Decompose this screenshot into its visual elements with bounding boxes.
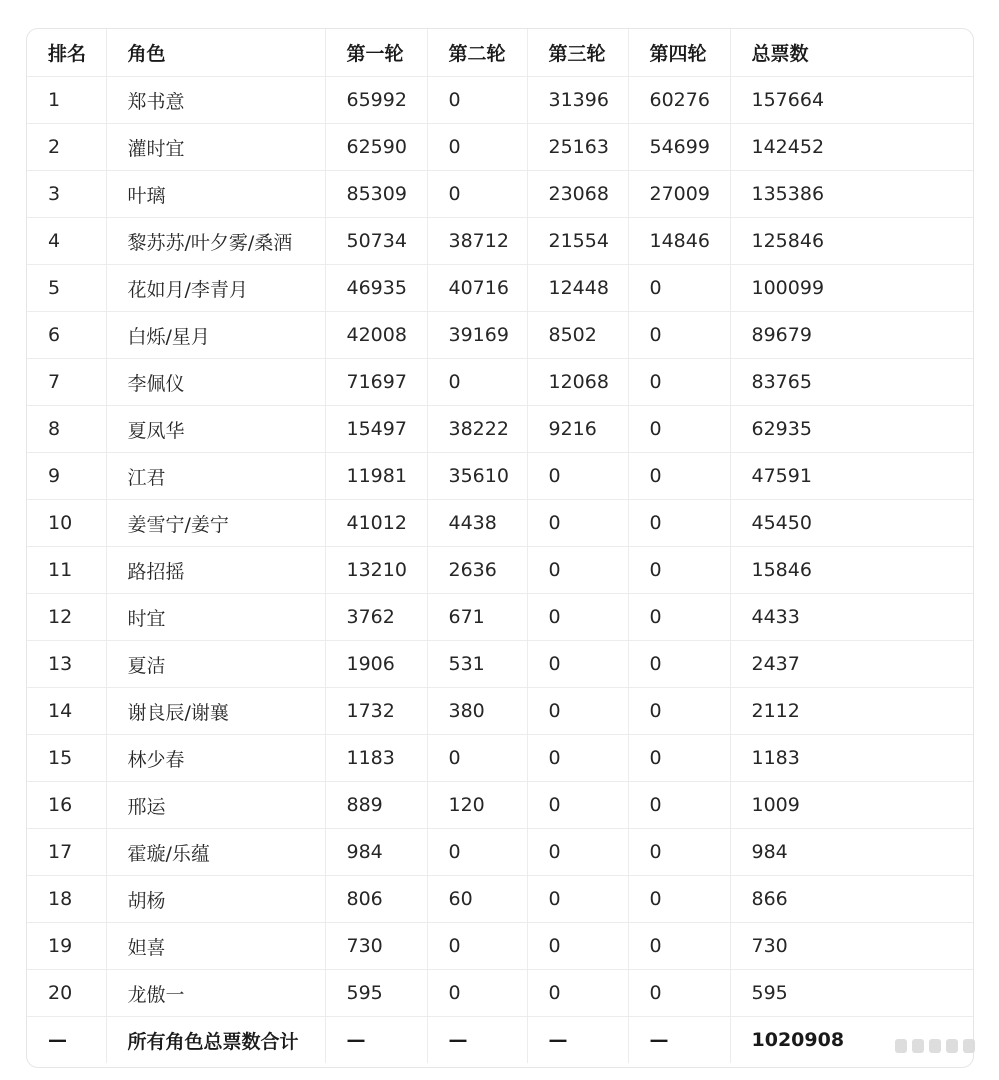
header-round-3: 第三轮 bbox=[527, 29, 628, 77]
role-cell: 李佩仪 bbox=[106, 359, 325, 406]
round-1-cell: 11981 bbox=[325, 453, 427, 500]
rank-cell: 3 bbox=[27, 171, 106, 218]
vote-table bbox=[27, 29, 973, 1063]
round-2-cell: 0 bbox=[427, 124, 527, 171]
total-cell: 595 bbox=[730, 970, 973, 1017]
round-4-cell: 0 bbox=[628, 312, 730, 359]
round-4-cell: 0 bbox=[628, 265, 730, 312]
total-cell: 2437 bbox=[730, 641, 973, 688]
round-2-cell: 2636 bbox=[427, 547, 527, 594]
round-1-cell: 1906 bbox=[325, 641, 427, 688]
table-row bbox=[27, 923, 973, 970]
round-3-cell: 0 bbox=[527, 500, 628, 547]
total-cell: 730 bbox=[730, 923, 973, 970]
table-row bbox=[27, 171, 973, 218]
round-3-cell: 0 bbox=[527, 876, 628, 923]
role-cell: 黎苏苏/叶夕雾/桑酒 bbox=[106, 218, 325, 265]
table-row bbox=[27, 265, 973, 312]
round-2-cell: 40716 bbox=[427, 265, 527, 312]
round-3-cell: 21554 bbox=[527, 218, 628, 265]
table-row bbox=[27, 688, 973, 735]
round-2-cell: 671 bbox=[427, 594, 527, 641]
rank-cell: 16 bbox=[27, 782, 106, 829]
round-4-cell: 0 bbox=[628, 923, 730, 970]
round-4-cell: 27009 bbox=[628, 171, 730, 218]
round-3-cell: 8502 bbox=[527, 312, 628, 359]
round-3-cell: 25163 bbox=[527, 124, 628, 171]
table-row bbox=[27, 547, 973, 594]
round-4-cell: 0 bbox=[628, 782, 730, 829]
rank-cell: 13 bbox=[27, 641, 106, 688]
round-4-cell: 14846 bbox=[628, 218, 730, 265]
round-4-cell: 0 bbox=[628, 453, 730, 500]
watermark bbox=[895, 1036, 991, 1056]
table-row bbox=[27, 359, 973, 406]
round-1-cell: 889 bbox=[325, 782, 427, 829]
table-row bbox=[27, 735, 973, 782]
round-2-cell: 0 bbox=[427, 970, 527, 1017]
round-3-cell: 23068 bbox=[527, 171, 628, 218]
table-row bbox=[27, 406, 973, 453]
rank-cell: 9 bbox=[27, 453, 106, 500]
role-cell: 白烁/星月 bbox=[106, 312, 325, 359]
rank-cell: 2 bbox=[27, 124, 106, 171]
table-row bbox=[27, 782, 973, 829]
role-cell: 花如月/李青月 bbox=[106, 265, 325, 312]
table-row bbox=[27, 218, 973, 265]
round-3-cell: 0 bbox=[527, 688, 628, 735]
role-cell: 灌时宜 bbox=[106, 124, 325, 171]
round-1-cell: 13210 bbox=[325, 547, 427, 594]
round-1-cell: 46935 bbox=[325, 265, 427, 312]
summary-row bbox=[27, 1017, 973, 1064]
total-cell: 142452 bbox=[730, 124, 973, 171]
rank-cell: 14 bbox=[27, 688, 106, 735]
summary-total: 1020908 bbox=[751, 1029, 845, 1051]
rank-cell: 15 bbox=[27, 735, 106, 782]
rank-cell: 5 bbox=[27, 265, 106, 312]
round-4-cell: 0 bbox=[628, 500, 730, 547]
role-cell: 龙傲一 bbox=[106, 970, 325, 1017]
round-4-cell: 0 bbox=[628, 829, 730, 876]
round-2-cell: 0 bbox=[427, 359, 527, 406]
round-1-cell: 984 bbox=[325, 829, 427, 876]
round-3-cell: 0 bbox=[527, 547, 628, 594]
rank-cell: 10 bbox=[27, 500, 106, 547]
vote-table-card bbox=[26, 28, 974, 1068]
round-1-cell: 65992 bbox=[325, 77, 427, 124]
role-cell: 邢运 bbox=[106, 782, 325, 829]
header-rank: 排名 bbox=[27, 29, 106, 77]
table-row bbox=[27, 500, 973, 547]
round-2-cell: 60 bbox=[427, 876, 527, 923]
round-4-cell: 0 bbox=[628, 594, 730, 641]
round-2-cell: 0 bbox=[427, 171, 527, 218]
role-cell: 胡杨 bbox=[106, 876, 325, 923]
round-4-cell: 0 bbox=[628, 688, 730, 735]
total-cell: 100099 bbox=[730, 265, 973, 312]
summary-round-1: — bbox=[325, 1017, 427, 1064]
total-cell: 1009 bbox=[730, 782, 973, 829]
round-2-cell: 0 bbox=[427, 735, 527, 782]
round-3-cell: 0 bbox=[527, 641, 628, 688]
round-4-cell: 0 bbox=[628, 735, 730, 782]
rank-cell: 8 bbox=[27, 406, 106, 453]
round-3-cell: 0 bbox=[527, 782, 628, 829]
round-2-cell: 4438 bbox=[427, 500, 527, 547]
table-header-row bbox=[27, 29, 973, 77]
table-row bbox=[27, 829, 973, 876]
round-2-cell: 39169 bbox=[427, 312, 527, 359]
role-cell: 霍璇/乐蕴 bbox=[106, 829, 325, 876]
round-4-cell: 60276 bbox=[628, 77, 730, 124]
total-cell: 2112 bbox=[730, 688, 973, 735]
table-row bbox=[27, 876, 973, 923]
table-row bbox=[27, 453, 973, 500]
round-1-cell: 85309 bbox=[325, 171, 427, 218]
header-role: 角色 bbox=[106, 29, 325, 77]
table-row bbox=[27, 124, 973, 171]
round-1-cell: 62590 bbox=[325, 124, 427, 171]
round-2-cell: 0 bbox=[427, 77, 527, 124]
round-2-cell: 38222 bbox=[427, 406, 527, 453]
role-cell: 谢良辰/谢襄 bbox=[106, 688, 325, 735]
total-cell: 984 bbox=[730, 829, 973, 876]
round-2-cell: 531 bbox=[427, 641, 527, 688]
rank-cell: 6 bbox=[27, 312, 106, 359]
rank-cell: 17 bbox=[27, 829, 106, 876]
round-3-cell: 0 bbox=[527, 594, 628, 641]
summary-round-2: — bbox=[427, 1017, 527, 1064]
round-1-cell: 15497 bbox=[325, 406, 427, 453]
round-1-cell: 595 bbox=[325, 970, 427, 1017]
round-3-cell: 12448 bbox=[527, 265, 628, 312]
round-1-cell: 730 bbox=[325, 923, 427, 970]
round-1-cell: 42008 bbox=[325, 312, 427, 359]
rank-cell: 1 bbox=[27, 77, 106, 124]
rank-cell: 20 bbox=[27, 970, 106, 1017]
round-4-cell: 54699 bbox=[628, 124, 730, 171]
role-cell: 夏洁 bbox=[106, 641, 325, 688]
total-cell: 157664 bbox=[730, 77, 973, 124]
round-2-cell: 380 bbox=[427, 688, 527, 735]
round-4-cell: 0 bbox=[628, 876, 730, 923]
role-cell: 夏凤华 bbox=[106, 406, 325, 453]
rank-cell: 11 bbox=[27, 547, 106, 594]
table-row bbox=[27, 594, 973, 641]
total-cell: 866 bbox=[730, 876, 973, 923]
round-4-cell: 0 bbox=[628, 359, 730, 406]
round-1-cell: 1732 bbox=[325, 688, 427, 735]
total-cell: 83765 bbox=[730, 359, 973, 406]
total-cell: 89679 bbox=[730, 312, 973, 359]
summary-rank: — bbox=[27, 1017, 106, 1064]
round-3-cell: 0 bbox=[527, 453, 628, 500]
round-2-cell: 120 bbox=[427, 782, 527, 829]
role-cell: 妲喜 bbox=[106, 923, 325, 970]
rank-cell: 19 bbox=[27, 923, 106, 970]
role-cell: 路招摇 bbox=[106, 547, 325, 594]
role-cell: 郑书意 bbox=[106, 77, 325, 124]
role-cell: 林少春 bbox=[106, 735, 325, 782]
table-row bbox=[27, 77, 973, 124]
summary-round-3: — bbox=[527, 1017, 628, 1064]
table-row bbox=[27, 641, 973, 688]
round-1-cell: 3762 bbox=[325, 594, 427, 641]
table-body bbox=[27, 77, 973, 1017]
total-cell: 15846 bbox=[730, 547, 973, 594]
summary-label: 所有角色总票数合计 bbox=[106, 1017, 325, 1064]
round-3-cell: 0 bbox=[527, 829, 628, 876]
round-2-cell: 0 bbox=[427, 923, 527, 970]
table-row bbox=[27, 970, 973, 1017]
role-cell: 时宜 bbox=[106, 594, 325, 641]
round-4-cell: 0 bbox=[628, 641, 730, 688]
round-3-cell: 9216 bbox=[527, 406, 628, 453]
round-4-cell: 0 bbox=[628, 547, 730, 594]
total-cell: 47591 bbox=[730, 453, 973, 500]
round-3-cell: 0 bbox=[527, 970, 628, 1017]
round-4-cell: 0 bbox=[628, 970, 730, 1017]
total-cell: 125846 bbox=[730, 218, 973, 265]
round-1-cell: 806 bbox=[325, 876, 427, 923]
rank-cell: 7 bbox=[27, 359, 106, 406]
round-1-cell: 41012 bbox=[325, 500, 427, 547]
summary-round-4: — bbox=[628, 1017, 730, 1064]
total-cell: 4433 bbox=[730, 594, 973, 641]
total-cell: 62935 bbox=[730, 406, 973, 453]
header-round-4: 第四轮 bbox=[628, 29, 730, 77]
round-4-cell: 0 bbox=[628, 406, 730, 453]
round-2-cell: 35610 bbox=[427, 453, 527, 500]
round-3-cell: 12068 bbox=[527, 359, 628, 406]
rank-cell: 18 bbox=[27, 876, 106, 923]
header-total: 总票数 bbox=[730, 29, 973, 77]
rank-cell: 12 bbox=[27, 594, 106, 641]
round-1-cell: 71697 bbox=[325, 359, 427, 406]
header-round-2: 第二轮 bbox=[427, 29, 527, 77]
round-3-cell: 0 bbox=[527, 923, 628, 970]
total-cell: 1183 bbox=[730, 735, 973, 782]
round-1-cell: 50734 bbox=[325, 218, 427, 265]
role-cell: 叶璃 bbox=[106, 171, 325, 218]
role-cell: 姜雪宁/姜宁 bbox=[106, 500, 325, 547]
round-1-cell: 1183 bbox=[325, 735, 427, 782]
total-cell: 135386 bbox=[730, 171, 973, 218]
table-row bbox=[27, 312, 973, 359]
header-round-1: 第一轮 bbox=[325, 29, 427, 77]
round-3-cell: 31396 bbox=[527, 77, 628, 124]
round-2-cell: 0 bbox=[427, 829, 527, 876]
round-3-cell: 0 bbox=[527, 735, 628, 782]
round-2-cell: 38712 bbox=[427, 218, 527, 265]
role-cell: 江君 bbox=[106, 453, 325, 500]
total-cell: 45450 bbox=[730, 500, 973, 547]
rank-cell: 4 bbox=[27, 218, 106, 265]
